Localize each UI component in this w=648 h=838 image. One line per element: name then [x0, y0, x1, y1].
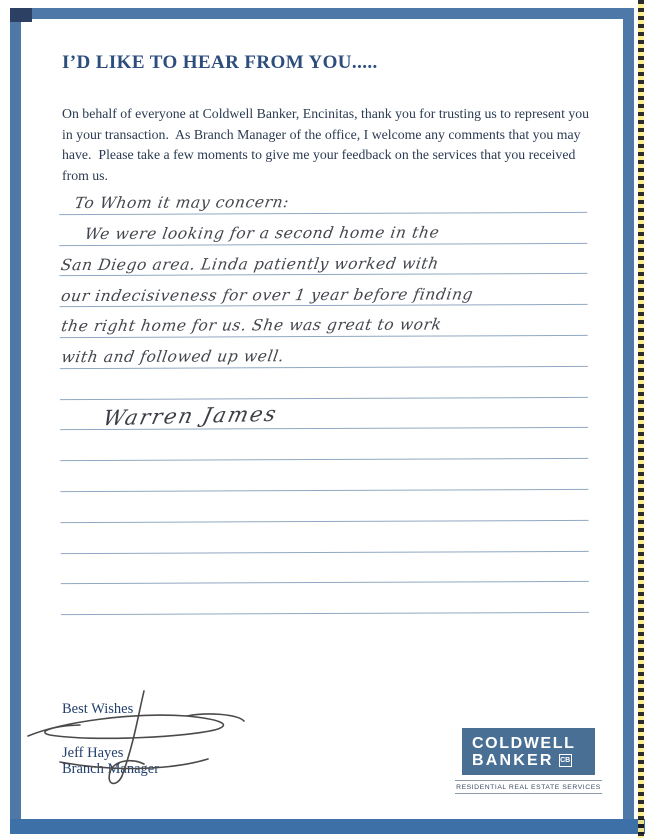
logo-text-banker: BANKER [472, 751, 554, 769]
signer-name: Jeff Hayes [62, 745, 124, 761]
ruled-line [59, 274, 587, 307]
ruled-line [59, 182, 587, 215]
signer-title: Branch Manager [62, 761, 160, 777]
handwritten-feedback-area [59, 182, 589, 615]
ruled-line [59, 243, 587, 276]
ruled-line [61, 582, 589, 615]
handwriting-text: We were looking for a second home in the [83, 223, 441, 244]
handwriting-text: our indecisiveness for over 1 year before finding [59, 285, 475, 305]
ruled-line [60, 305, 588, 338]
frame-corner-accent [10, 8, 32, 22]
ruled-line [60, 428, 588, 461]
closing-text: Best Wishes [62, 701, 134, 717]
handwriting-text: the right home for us. She was great to work [59, 315, 444, 336]
ruled-line [61, 551, 589, 584]
cb-monogram-icon: CB [559, 754, 572, 767]
ruled-line [61, 521, 589, 554]
handwriting-text: with and followed up well. [60, 347, 286, 367]
intro-paragraph: On behalf of everyone at Coldwell Banker, Encinitas, thank you for trusting us to represent you in your transaction. As Branch Manager of the office, I welcome any comments that you may have. Please take a few moments to give me your feedback on the services that you received from us. [62, 106, 593, 183]
handwriting-text: To Whom it may concern: [73, 193, 291, 213]
coldwell-banker-logo [462, 728, 595, 775]
customer-signature: Warren James [100, 401, 281, 431]
logo-text-coldwell: COLDWELL [472, 734, 576, 752]
ruled-line [60, 459, 588, 492]
logo-tagline: RESIDENTIAL REAL ESTATE SERVICES [455, 780, 602, 794]
ruled-line [60, 367, 588, 400]
page-title: I’D LIKE TO HEAR FROM YOU..... [62, 52, 378, 73]
frame-bottom-band [10, 819, 645, 834]
handwriting-text: San Diego area. Linda patiently worked with [59, 254, 441, 275]
ruled-line [59, 213, 587, 246]
ruled-line [60, 490, 588, 523]
ruled-line [60, 336, 588, 369]
scan-edge-artifact [638, 0, 644, 838]
